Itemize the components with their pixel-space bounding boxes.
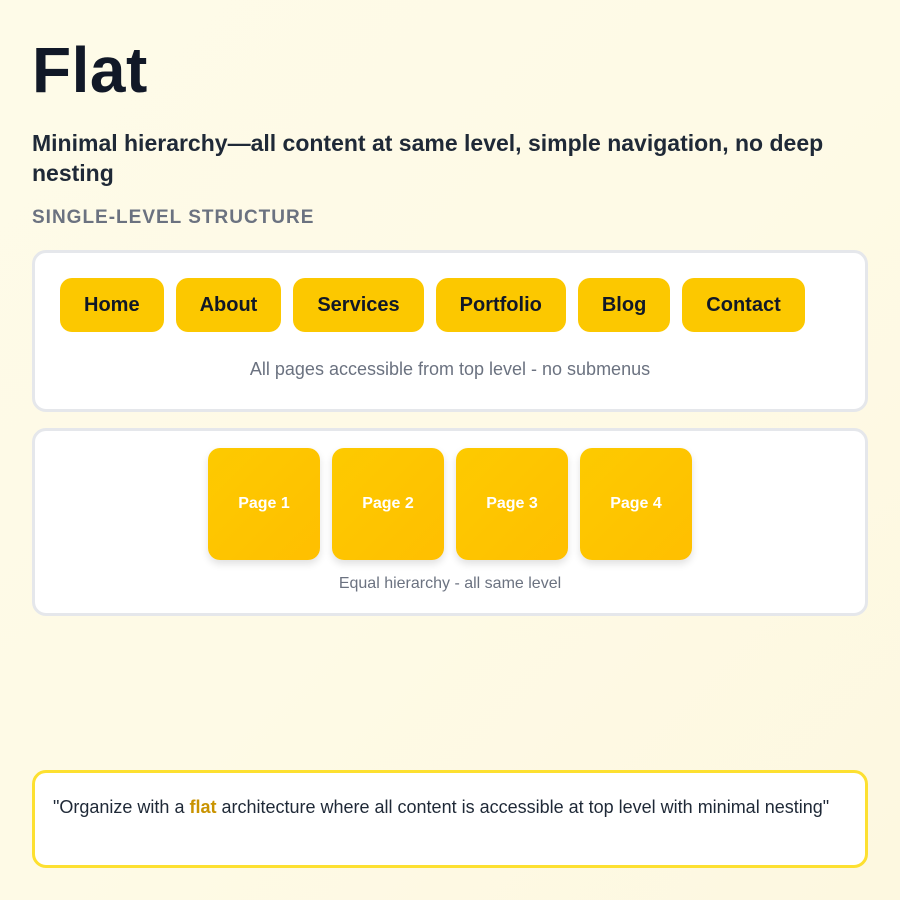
nav-caption: All pages accessible from top level - no submenus [249,359,651,379]
nav-button-blog[interactable]: Blog [578,278,670,332]
nav-button-portfolio[interactable]: Portfolio [436,278,566,332]
section-label: SINGLE-LEVEL STRUCTURE [32,207,315,228]
nav-bar [60,278,805,332]
nav-button-about[interactable]: About [176,278,282,332]
page-card-2[interactable]: Page 2 [332,448,444,560]
quote-text-start: "Organize with a [53,797,190,817]
page-card-4[interactable]: Page 4 [580,448,692,560]
nav-button-services[interactable]: Services [293,278,423,332]
pages-caption: Equal hierarchy - all same level [338,575,562,592]
quote-text-end: architecture where all content is accessible at top level with minimal nesting" [216,797,830,817]
page-card-1[interactable]: Page 1 [208,448,320,560]
prompt-quote [32,770,868,868]
page-card-3[interactable]: Page 3 [456,448,568,560]
page-subtitle: Minimal hierarchy—all content at same level, simple navigation, no deep nesting [32,130,824,186]
navigation-panel [32,250,868,412]
page-title: Flat [32,34,148,106]
nav-button-contact[interactable]: Contact [682,278,804,332]
nav-button-home[interactable]: Home [60,278,164,332]
quote-highlight: flat [189,797,217,817]
pages-panel [32,428,868,616]
pages-row [208,448,692,560]
